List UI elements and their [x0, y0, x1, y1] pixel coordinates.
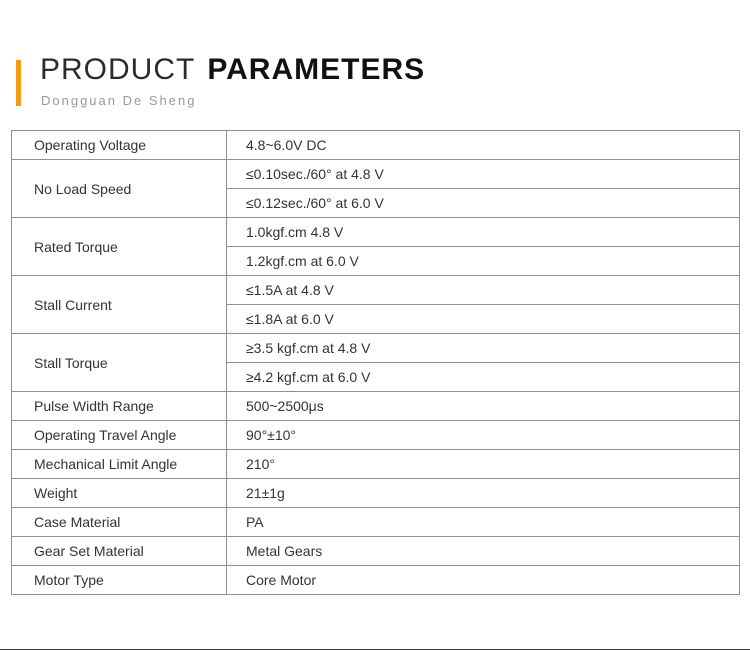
- table-row: [12, 450, 740, 479]
- spec-value-stall-current-4v8: ≤1.5A at 4.8 V: [227, 276, 740, 305]
- spec-value-motor-type: Core Motor: [227, 566, 740, 595]
- spec-label-operating-travel-angle: Operating Travel Angle: [12, 421, 227, 450]
- spec-value-stall-torque-6v0: ≥4.2 kgf.cm at 6.0 V: [227, 363, 740, 392]
- spec-value-no-load-speed-4v8: ≤0.10sec./60° at 4.8 V: [227, 160, 740, 189]
- table-row: [12, 160, 740, 189]
- spec-value-pulse-width-range: 500~2500μs: [227, 392, 740, 421]
- spec-value-rated-torque-6v0: 1.2kgf.cm at 6.0 V: [227, 247, 740, 276]
- table-row: [12, 479, 740, 508]
- spec-value-operating-travel-angle: 90°±10°: [227, 421, 740, 450]
- table-row: [12, 131, 740, 160]
- table-row: [12, 537, 740, 566]
- table-row: [12, 276, 740, 305]
- spec-label-stall-current: Stall Current: [12, 276, 227, 334]
- table-row: [12, 218, 740, 247]
- spec-value-case-material: PA: [227, 508, 740, 537]
- spec-label-rated-torque: Rated Torque: [12, 218, 227, 276]
- page-title: [40, 52, 425, 88]
- spec-value-stall-torque-4v8: ≥3.5 kgf.cm at 4.8 V: [227, 334, 740, 363]
- table-row: [12, 334, 740, 363]
- company-subtitle: Dongguan De Sheng: [41, 93, 197, 108]
- table-row: [12, 421, 740, 450]
- spec-value-no-load-speed-6v0: ≤0.12sec./60° at 6.0 V: [227, 189, 740, 218]
- table-row: [12, 508, 740, 537]
- spec-label-mechanical-limit-angle: Mechanical Limit Angle: [12, 450, 227, 479]
- title-product: PRODUCT: [40, 53, 196, 86]
- spec-label-stall-torque: Stall Torque: [12, 334, 227, 392]
- spec-value-operating-voltage: 4.8~6.0V DC: [227, 131, 740, 160]
- spec-label-operating-voltage: Operating Voltage: [12, 131, 227, 160]
- spec-label-no-load-speed: No Load Speed: [12, 160, 227, 218]
- spec-label-pulse-width-range: Pulse Width Range: [12, 392, 227, 421]
- spec-value-stall-current-6v0: ≤1.8A at 6.0 V: [227, 305, 740, 334]
- spec-value-weight: 21±1g: [227, 479, 740, 508]
- spec-label-motor-type: Motor Type: [12, 566, 227, 595]
- spec-value-gear-set-material: Metal Gears: [227, 537, 740, 566]
- header-accent-bar: [16, 60, 21, 106]
- spec-label-gear-set-material: Gear Set Material: [12, 537, 227, 566]
- table-row: [12, 392, 740, 421]
- parameters-table: [11, 130, 740, 595]
- spec-value-mechanical-limit-angle: 210°: [227, 450, 740, 479]
- title-parameters: PARAMETERS: [207, 53, 426, 86]
- spec-label-weight: Weight: [12, 479, 227, 508]
- spec-label-case-material: Case Material: [12, 508, 227, 537]
- table-row: [12, 566, 740, 595]
- spec-value-rated-torque-4v8: 1.0kgf.cm 4.8 V: [227, 218, 740, 247]
